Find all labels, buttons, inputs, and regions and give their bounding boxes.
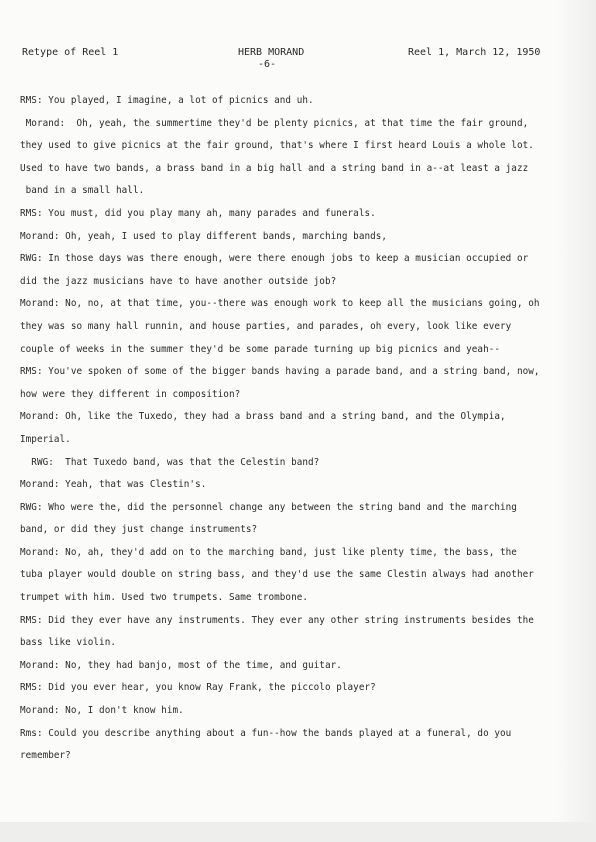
transcript-line: RWG: That Tuxedo band, was that the Celestin band? <box>20 456 320 468</box>
transcript-line: band in a small hall. <box>20 185 145 197</box>
transcript-line: RMS: Did they ever have any instruments. They ever any other string instruments besides the <box>20 614 534 626</box>
transcript-line: how were they different in composition? <box>20 388 241 400</box>
transcript-line: RWG: In those days was there enough, were there enough jobs to keep a musician occupied or <box>20 253 529 265</box>
transcript-line: did the jazz musicians have to have another outside job? <box>20 275 337 287</box>
transcript-line: trumpet with him. Used two trumpets. Same trombone. <box>20 592 309 604</box>
transcript-line: they used to give picnics at the fair ground, that's where I first heard Louis a whole lot. <box>20 140 534 152</box>
transcript-line: band, or did they just change instruments? <box>20 524 258 536</box>
header-interviewee-name: HERB MORAND <box>238 47 305 58</box>
transcript-line: RMS: Did you ever hear, you know Ray Frank, the piccolo player? <box>20 682 376 694</box>
transcript-line: RMS: You must, did you play many ah, many parades and funerals. <box>20 207 376 219</box>
transcript-line: Morand: Oh, yeah, I used to play different bands, marching bands, <box>20 230 388 242</box>
transcript-line: remember? <box>20 750 71 762</box>
transcript-line: RWG: Who were the, did the personnel change any between the string band and the marching <box>20 501 517 513</box>
transcript-line: Morand: No, they had banjo, most of the time, and guitar. <box>20 659 342 671</box>
transcript-line: RMS: You've spoken of some of the bigger bands having a parade band, and a string band, now, <box>20 366 540 378</box>
transcript-line: couple of weeks in the summer they'd be some parade turning up big picnics and yeah-- <box>20 343 501 355</box>
transcript-body <box>20 90 542 768</box>
header-reel-date: Reel 1, March 12, 1950 <box>408 47 541 58</box>
transcript-line: they was so many hall runnin, and house parties, and parades, oh every, look like every <box>20 320 512 332</box>
scan-shadow-edge <box>556 0 596 842</box>
transcript-line: Rms: Could you describe anything about a fun--how the bands played at a funeral, do you <box>20 727 512 739</box>
transcript-line: tuba player would double on string bass, and they'd use the same Clestin always had another <box>20 569 534 581</box>
transcript-line: Morand: Oh, like the Tuxedo, they had a brass band and a string band, and the Olympia, <box>20 411 506 423</box>
transcript-line: Imperial. <box>20 433 71 445</box>
transcript-line: Morand: Yeah, that was Clestin's. <box>20 479 207 491</box>
page-header <box>0 47 596 77</box>
page-bottom-margin <box>0 822 596 842</box>
transcript-line: Used to have two bands, a brass band in a big hall and a string band in a--at least a jazz <box>20 162 529 174</box>
transcript-line: bass like violin. <box>20 637 117 649</box>
header-reel-label: Retype of Reel 1 <box>22 47 119 58</box>
transcript-line: RMS: You played, I imagine, a lot of picnics and uh. <box>20 95 314 106</box>
transcript-line: Morand: No, ah, they'd add on to the marching band, just like plenty time, the bass, the <box>20 546 517 558</box>
transcript-line: Morand: Oh, yeah, the summertime they'd be plenty picnics, at that time the fair ground, <box>20 117 529 129</box>
transcript-line: Morand: No, I don't know him. <box>20 705 184 717</box>
header-page-number: -6- <box>258 59 277 70</box>
transcript-line: Morand: No, no, at that time, you--there was enough work to keep all the musicians going, oh <box>20 298 540 310</box>
